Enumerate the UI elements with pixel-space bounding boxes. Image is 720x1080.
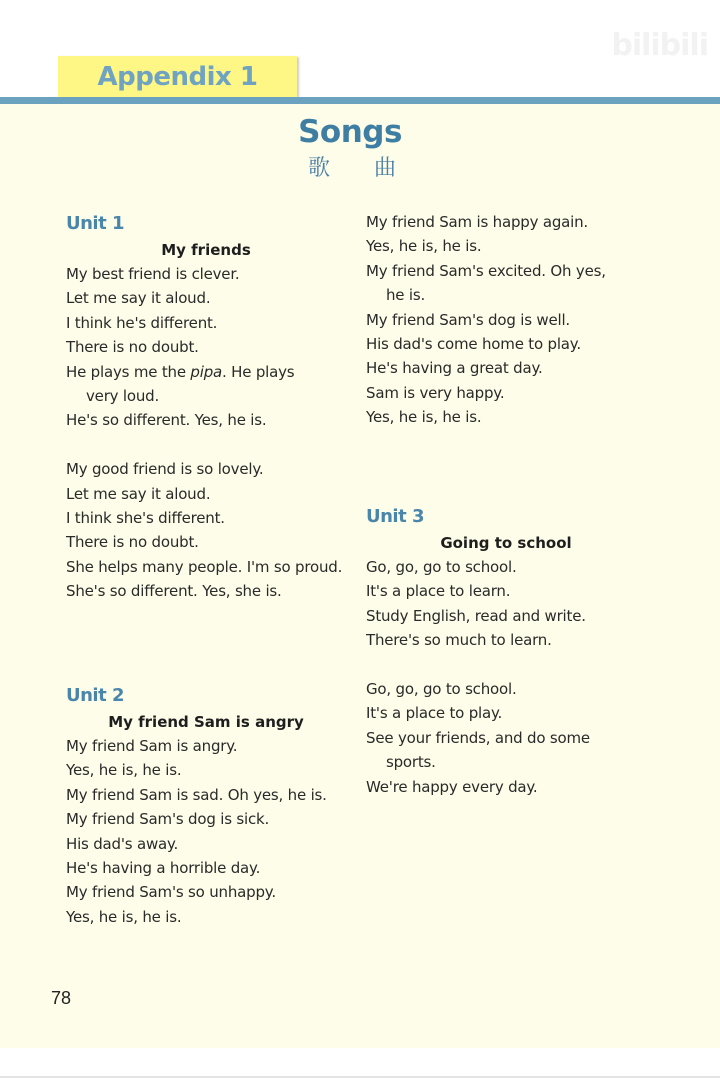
lyric-line: My friend Sam is happy again.: [366, 213, 589, 231]
lyric-line: My best friend is clever.: [66, 265, 240, 283]
stanza: [366, 210, 646, 430]
lyric-line: It's a place to learn.: [366, 582, 511, 601]
lyric-line: My friend Sam is angry.: [66, 737, 238, 755]
lyric-line: Yes, he is, he is.: [366, 237, 482, 256]
lyric-line: Yes, he is, he is.: [366, 408, 482, 427]
lyric-line: My friend Sam's dog is well.: [366, 310, 570, 329]
bottom-divider: [0, 1076, 720, 1078]
unit-heading: Unit 3: [366, 506, 424, 527]
lyric-line: I think he's different.: [66, 313, 218, 332]
stanza: [66, 734, 346, 929]
song-title: Going to school: [440, 534, 572, 552]
lyric-line: See your friends, and do some: [366, 728, 590, 747]
lyric-line: His dad's come home to play.: [366, 334, 581, 353]
stanza: [366, 677, 646, 799]
unit-section-1: [66, 210, 346, 603]
unit-section-2: [66, 682, 346, 929]
lyric-line: sports.: [386, 753, 436, 772]
lyric-line: She's so different. Yes, she is.: [66, 582, 282, 601]
watermark-logo: bilibili: [611, 28, 708, 63]
lyric-line: [66, 360, 346, 384]
lyric-line: Let me say it aloud.: [66, 484, 211, 503]
lyric-line: he is.: [386, 286, 426, 305]
lyric-line: My friend Sam's so unhappy.: [66, 883, 276, 902]
lyric-line: It's a place to play.: [366, 704, 503, 723]
lyric-line: There is no doubt.: [66, 338, 199, 357]
subtitle-char: 曲: [374, 156, 397, 181]
stanza: [66, 262, 346, 433]
lyric-line: Yes, he is, he is.: [66, 907, 182, 926]
lyric-line: His dad's away.: [66, 834, 179, 853]
header-bar: [0, 97, 720, 104]
song-title: My friends: [161, 241, 251, 259]
lyric-segment: He plays me the: [66, 362, 191, 381]
page-title: Songs: [298, 114, 402, 150]
lyric-line: Go, go, go to school.: [366, 558, 517, 576]
lyric-line: My good friend is so lovely.: [66, 460, 264, 479]
lyric-line: He's having a great day.: [366, 359, 543, 378]
lyric-line: There's so much to learn.: [366, 631, 552, 650]
lyric-line: I think she's different.: [66, 508, 225, 527]
unit-section-3: [366, 503, 646, 799]
lyric-segment: . He plays: [222, 362, 295, 381]
lyric-italic-word: pipa: [190, 362, 223, 381]
appendix-tab: [58, 56, 297, 97]
lyric-line: We're happy every day.: [366, 777, 538, 796]
stanza-gap: [366, 653, 646, 677]
left-column: [66, 210, 346, 926]
page-number: 78: [51, 988, 72, 1008]
lyric-line: He's so different. Yes, he is.: [66, 411, 267, 430]
page-subtitle: [0, 154, 720, 184]
lyric-line: My friend Sam's dog is sick.: [66, 810, 270, 829]
lyric-line: There is no doubt.: [66, 533, 199, 552]
stanza-gap: [66, 433, 346, 457]
right-column: [366, 210, 646, 796]
unit-heading: Unit 2: [66, 685, 124, 706]
lyric-line: My friend Sam's excited. Oh yes,: [366, 261, 606, 280]
lyric-line: Let me say it aloud.: [66, 289, 211, 308]
subtitle-char: 歌: [307, 156, 330, 181]
lyric-line: Study English, read and write.: [366, 606, 586, 625]
stanza: [66, 457, 346, 603]
lyric-line: Go, go, go to school.: [366, 679, 517, 698]
lyric-line: Yes, he is, he is.: [66, 761, 182, 780]
lyric-line: My friend Sam is sad. Oh yes, he is.: [66, 785, 327, 804]
lyric-line: She helps many people. I'm so proud.: [66, 557, 343, 576]
stanza: [366, 555, 646, 653]
appendix-label: Appendix 1: [97, 62, 258, 92]
lyric-line: very loud.: [86, 386, 160, 405]
unit-heading: Unit 1: [66, 213, 124, 234]
lyric-line: He's having a horrible day.: [66, 858, 261, 877]
lyric-line: Sam is very happy.: [366, 383, 505, 402]
song-title: My friend Sam is angry: [108, 713, 304, 731]
unit-2-continued: [366, 210, 646, 430]
